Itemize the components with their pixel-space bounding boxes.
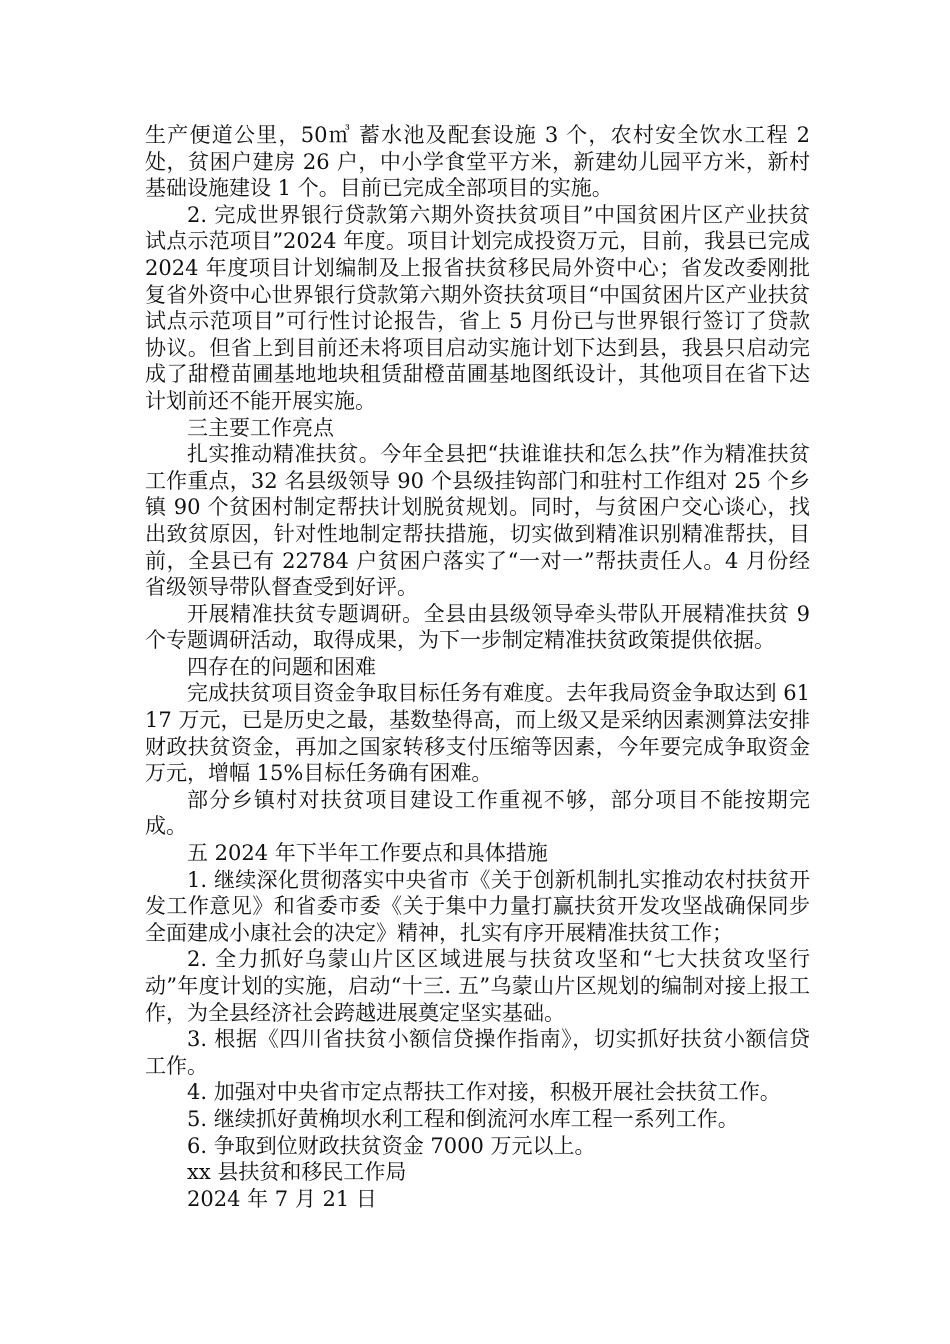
paragraph-special-research: 开展精准扶贫专题调研。全县由县级领导牵头带队开展精准扶贫 9 个专题调研活动，取得成果，为下一步制定精准扶贫政策提供依据。 <box>145 601 810 653</box>
list-item-plan-4: 4. 加强对中央省市定点帮扶工作对接，积极开展社会扶贫工作。 <box>187 1080 781 1105</box>
list-item-plan-3: 3. 根据《四川省扶贫小额信贷操作指南》，切实抓好扶贫小额信贷工作。 <box>145 1027 810 1078</box>
document-body <box>145 122 810 1212</box>
signature-organization: xx 县扶贫和移民工作局 <box>187 1160 407 1185</box>
section-heading-problems: 四存在的问题和困难 <box>187 654 376 679</box>
paragraph-funding-difficulty: 完成扶贫项目资金争取目标任务有难度。去年我局资金争取达到 6117 万元，已是历史之最，基数垫得高，而上级又是采纳因素测算法安排财政扶贫资金，再加之国家转移支付压缩等因素，今年要完成争取资金万元，增幅 15%目标任务确有困难。 <box>145 681 810 786</box>
paragraph-continuation: 生产便道公里，50㎥ 蓄水池及配套设施 3 个，农村安全饮水工程 2 处，贫困户建房 26 户，中小学食堂平方米，新建幼儿园平方米，新村基础设施建设 1 个。目前已完成全部项目的实施。 <box>145 123 810 201</box>
section-heading-second-half-plan: 五 2024 年下半年工作要点和具体措施 <box>187 841 548 866</box>
list-item-plan-2: 2. 全力抓好乌蒙山片区区域进展与扶贫攻坚和“七大扶贫攻坚行动”年度计划的实施，启动“十三. 五”乌蒙山片区规划的编制对接上报工作，为全县经济社会跨越进展奠定坚实基础。 <box>145 947 810 1025</box>
signature-date: 2024 年 7 月 21 日 <box>187 1186 377 1211</box>
list-item-plan-5: 5. 继续抓好黄桷坝水利工程和倒流河水库工程一系列工作。 <box>187 1106 739 1131</box>
section-heading-highlights: 三主要工作亮点 <box>187 415 334 440</box>
paragraph-precision-poverty-alleviation: 扎实推动精准扶贫。今年全县把“扶谁谁扶和怎么扶”作为精准扶贫工作重点，32 名县级领导 90 个县级挂钩部门和驻村工作组对 25 个乡镇 90 个贫困村制定帮扶计划脱贫规划。同时，与贫困户交心谈心，找出致贫原因，针对性地制定帮扶措施，切实做到精准识别精准帮扶，目前，全县已有 22784 户贫困户落实了“一对一”帮扶责任人。4 月份经省级领导带队督查受到好评。 <box>145 442 810 600</box>
paragraph-insufficient-attention: 部分乡镇村对扶贫项目建设工作重视不够，部分项目不能按期完成。 <box>145 787 810 839</box>
list-item-plan-6: 6. 争取到位财政扶贫资金 7000 万元以上。 <box>187 1133 596 1158</box>
paragraph-world-bank-project: 2. 完成世界银行贷款第六期外资扶贫项目”中国贫困片区产业扶贫试点示范项目”2024 年度。项目计划完成投资万元，目前，我县已完成 2024 年度项目计划编制及上报省扶贫移民局外资中心；省发改委刚批复省外资中心世界银行贷款第六期外资扶贫项目“中国贫困片区产业扶贫试点示范项目”可行性讨论报告，省上 5 月份已与世界银行签订了贷款协议。但省上到目前还未将项目启动实施计划下达到县，我县只启动完成了甜橙苗圃基地地块租赁甜橙苗圃基地图纸设计，其他项目在省下达计划前还不能开展实施。 <box>145 202 810 413</box>
list-item-plan-1: 1. 继续深化贯彻落实中央省市《关于创新机制扎实推动农村扶贫开发工作意见》和省委市委《关于集中力量打赢扶贫开发攻坚战确保同步全面建成小康社会的决定》精神，扎实有序开展精准扶贫工作； <box>145 867 810 945</box>
